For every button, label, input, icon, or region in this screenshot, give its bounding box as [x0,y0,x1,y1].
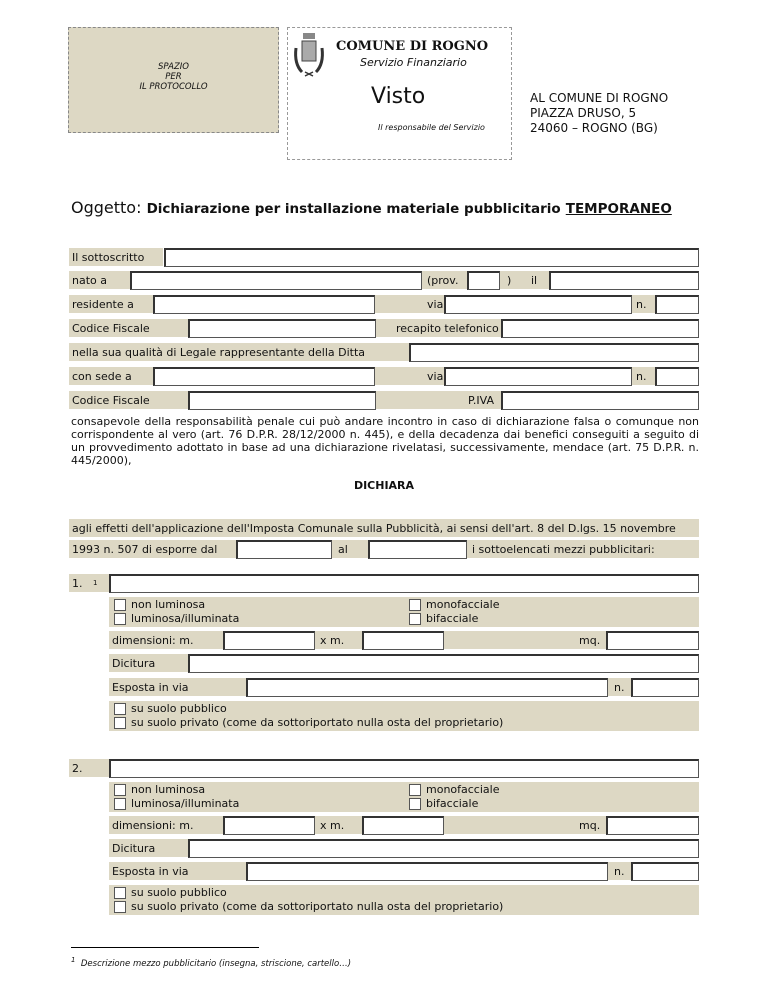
checkbox-label: luminosa/illuminata [131,612,240,625]
nato-a-input[interactable] [130,271,422,290]
label-prov-close: ) [507,273,512,287]
item-header [69,574,699,592]
label-mq: mq. [579,818,601,832]
servizio: Servizio Finanziario [360,56,467,69]
checkbox-suolo-pubblico[interactable] [114,702,227,715]
checkbox-label: monofacciale [426,783,500,796]
label-dimensioni: dimensioni: m. [112,633,194,647]
label-residente: residente a [72,297,134,311]
checkbox-label: bifacciale [426,797,479,810]
label-nato-a: nato a [72,273,107,287]
row-effects-1 [69,519,699,537]
checkbox-icon[interactable] [114,703,126,715]
footnote-text: Descrizione mezzo pubblicitario (insegna, striscione, cartello…) [80,958,352,969]
label-qualita: nella sua qualità di Legale rappresentante della Ditta [69,343,409,361]
ditta-input[interactable] [409,343,699,362]
dicitura-input[interactable] [188,839,699,858]
label-n: n. [614,680,625,694]
effects-line2: 1993 n. 507 di esporre dal [72,542,218,556]
address-line: 24060 – ROGNO (BG) [530,121,658,135]
residente-input[interactable] [153,295,375,314]
piva-input[interactable] [501,391,699,410]
visto-box [287,27,512,160]
checkbox-label: monofacciale [426,598,500,611]
dicitura-input[interactable] [188,654,699,673]
checkbox-icon[interactable] [114,784,126,796]
codice-fiscale-input[interactable] [188,319,376,338]
address-line: AL COMUNE DI ROGNO [530,91,669,105]
checkbox-non-luminosa[interactable] [114,598,205,611]
protocol-line: IL PROTOCOLLO [139,82,208,92]
esposta-row [109,678,699,696]
label-recapito: recapito telefonico [396,321,499,335]
width-input[interactable] [223,816,315,835]
checkbox-label: su suolo pubblico [131,886,227,899]
row-cf [69,319,699,337]
label-via: via [427,297,444,311]
subject [71,198,672,217]
label-xm: x m. [320,818,345,832]
checkbox-label: su suolo privato (come da sottoriportato nulla osta del proprietario) [131,900,504,913]
sede-input[interactable] [153,367,375,386]
label-n: n. [636,369,647,383]
data-nascita-input[interactable] [549,271,699,290]
height-input[interactable] [362,816,444,835]
label-dicitura: Dicitura [109,839,189,857]
civico-esposta-input[interactable] [631,862,699,881]
checkbox-icon[interactable] [114,613,126,625]
checkbox-label: su suolo pubblico [131,702,227,715]
effects-line1: agli effetti dell'applicazione dell'Imposta Comunale sulla Pubblicità, ai sensi dell'art. 8 del D.lgs. 15 novembre [69,519,699,537]
label-prov: (prov. [427,273,459,287]
mq-input[interactable] [606,816,699,835]
data-al-input[interactable] [368,540,467,559]
civico-esposta-input[interactable] [631,678,699,697]
via-residenza-input[interactable] [444,295,632,314]
protocol-line: PER [165,72,182,82]
checkbox-icon[interactable] [114,901,126,913]
via-esposta-input[interactable] [246,678,608,697]
dicitura-row [109,839,699,857]
coat-of-arms-icon [292,32,326,78]
checkbox-label: bifacciale [426,612,479,625]
sottoscritto-input[interactable] [164,248,699,267]
label-piva: P.IVA [468,393,495,407]
responsabile: Il responsabile del Servizio [378,123,485,132]
row-nato [69,271,699,289]
checkbox-suolo-privato[interactable] [114,716,503,729]
telefono-input[interactable] [501,319,699,338]
suolo-options [109,885,699,915]
protocol-line: SPAZIO [158,62,189,72]
item-number: 1. [72,576,83,590]
checkbox-label: non luminosa [131,598,206,611]
dicitura-row [109,654,699,672]
row-sottoscritto [69,248,699,266]
comune-name: COMUNE DI ROGNO [336,39,489,54]
checkbox-suolo-pubblico[interactable] [114,886,227,899]
recipient-address [530,91,668,136]
lighting-options [109,597,699,627]
subject-emphasis: TEMPORANEO [565,201,672,217]
dimensions-row [109,816,699,834]
via-esposta-input[interactable] [246,862,608,881]
checkbox-non-luminosa[interactable] [114,783,205,796]
item-header [69,759,699,777]
label-cf-ditta: Codice Fiscale [72,393,150,407]
subject-prefix: Oggetto: [71,198,142,217]
checkbox-luminosa[interactable] [114,612,239,625]
label-dimensioni: dimensioni: m. [112,818,194,832]
civico-residenza-input[interactable] [655,295,699,314]
checkbox-icon[interactable] [114,717,126,729]
label-esposta: Esposta in via [112,864,189,878]
label-esposta: Esposta in via [112,680,189,694]
checkbox-monofacciale[interactable] [409,783,499,796]
label-n: n. [614,864,625,878]
effects-suffix: i sottoelencati mezzi pubblicitari: [472,542,655,556]
footnote [71,956,351,969]
address-line: PIAZZA DRUSO, 5 [530,106,637,120]
dimensions-row [109,631,699,649]
civico-sede-input[interactable] [655,367,699,386]
suolo-options [109,701,699,731]
width-input[interactable] [223,631,315,650]
row-piva [69,391,699,409]
via-sede-input[interactable] [444,367,632,386]
label-n: n. [636,297,647,311]
checkbox-luminosa[interactable] [114,797,239,810]
mq-input[interactable] [606,631,699,650]
footnote-divider [71,947,259,948]
label-sottoscritto: Il sottoscritto [69,248,163,266]
checkbox-bifacciale[interactable] [409,612,478,625]
visto-label: Visto [371,84,426,109]
lighting-options [109,782,699,812]
subject-text: Dichiarazione per installazione materiale pubblicitario [146,201,561,217]
codice-fiscale-ditta-input[interactable] [188,391,376,410]
checkbox-monofacciale[interactable] [409,598,499,611]
label-xm: x m. [320,633,345,647]
data-dal-input[interactable] [236,540,332,559]
item-description-input[interactable] [109,574,699,593]
checkbox-icon[interactable] [114,887,126,899]
label-mq: mq. [579,633,601,647]
declaration-text: consapevole della responsabilità penale cui può andare incontro in caso di dichiarazione falsa o comunque non corrispondente al vero (art. 76 D.P.R. 28/12/2000 n. 445), e della decadenza dai benefici conseguiti a seguito di un provvedimento adottato in base ad una dichiarazione rivelatasi, successivamente, mendace (art. 75 D.P.R. n. 445/2000), [71,415,699,467]
checkbox-icon[interactable] [409,599,421,611]
row-qualita [69,343,699,361]
checkbox-icon[interactable] [409,613,421,625]
checkbox-suolo-privato[interactable] [114,900,503,913]
label-via: via [427,369,444,383]
esposta-row [109,862,699,880]
item-number: 2. [72,761,83,775]
footnote-ref: 1 [93,579,98,587]
checkbox-label: su suolo privato (come da sottoriportato nulla osta del proprietario) [131,716,504,729]
checkbox-label: luminosa/illuminata [131,797,240,810]
label-dicitura: Dicitura [109,654,189,672]
checkbox-icon[interactable] [114,599,126,611]
dichiara-heading: DICHIARA [353,479,415,492]
label-cf: Codice Fiscale [72,321,150,335]
row-residente [69,295,699,313]
label-al: al [338,542,348,556]
protocol-space [68,27,279,133]
prov-input[interactable] [467,271,500,290]
item-description-input[interactable] [109,759,699,778]
checkbox-icon[interactable] [114,798,126,810]
height-input[interactable] [362,631,444,650]
checkbox-icon[interactable] [409,784,421,796]
row-effects-2 [69,540,699,558]
label-il: il [531,273,538,287]
checkbox-label: non luminosa [131,783,206,796]
checkbox-bifacciale[interactable] [409,797,478,810]
checkbox-icon[interactable] [409,798,421,810]
footnote-number: 1 [71,956,76,964]
row-sede [69,367,699,385]
label-sede: con sede a [72,369,132,383]
